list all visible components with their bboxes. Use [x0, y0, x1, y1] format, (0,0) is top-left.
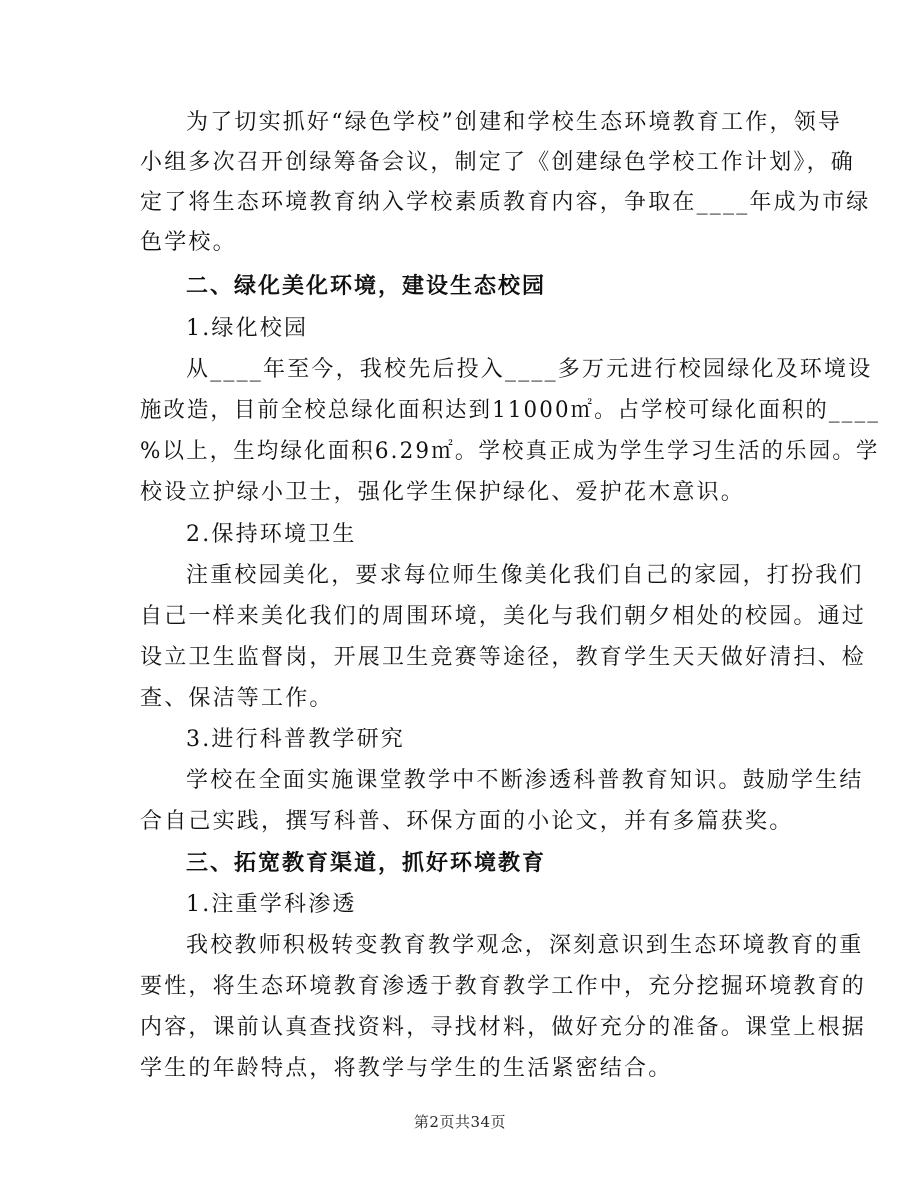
subheading-greening: 1.绿化校园: [186, 316, 309, 341]
paragraph-greening-line-3: %以上，生均绿化面积6.29㎡。学校真正成为学生学习生活的乐园。学: [140, 439, 880, 464]
paragraph-science-line-1: 学校在全面实施课堂教学中不断渗透科普教育知识。鼓励学生结: [186, 768, 864, 793]
paragraph-greening-line-1: 从____年至今，我校先后投入____多万元进行校园绿化及环境设: [186, 357, 873, 382]
subheading-science: 3.进行科普教学研究: [186, 727, 405, 752]
subheading-hygiene: 2.保持环境卫生: [186, 522, 357, 547]
paragraph-intro-line-3: 定了将生态环境教育纳入学校素质教育内容，争取在____年成为市绿: [140, 190, 871, 215]
paragraph-intro-line-2: 小组多次召开创绿筹备会议，制定了《创建绿色学校工作计划》，确: [140, 150, 856, 175]
paragraph-hygiene-line-2: 自己一样来美化我们的周围环境，美化与我们朝夕相处的校园。通过: [140, 604, 867, 629]
subheading-subject: 1.注重学科渗透: [186, 892, 357, 917]
paragraph-hygiene-line-3: 设立卫生监督岗，开展卫生竞赛等途径，教育学生天天做好清扫、检: [140, 645, 867, 670]
paragraph-subject-line-3: 内容，课前认真查找资料，寻找材料，做好充分的准备。课堂上根据: [140, 1015, 867, 1040]
paragraph-subject-line-4: 学生的年龄特点，将教学与学生的生活紧密结合。: [140, 1056, 673, 1081]
section-heading-3: 三、拓宽教育渠道，抓好环境教育: [186, 851, 547, 876]
paragraph-subject-line-1: 我校教师积极转变教育教学观念，深刻意识到生态环境教育的重: [186, 933, 864, 958]
page-number-footer: 第2页共34页: [413, 1113, 507, 1131]
section-heading-2: 二、绿化美化环境，建设生态校园: [186, 274, 547, 299]
paragraph-hygiene-line-4: 查、保洁等工作。: [140, 686, 334, 711]
paragraph-intro-line-1: 为了切实抓好“绿色学校”创建和学校生态环境教育工作，领导: [186, 110, 843, 135]
paragraph-intro-line-4: 色学校。: [140, 230, 237, 255]
paragraph-science-line-2: 合自己实践，撰写科普、环保方面的小论文，并有多篇获奖。: [140, 809, 794, 834]
paragraph-greening-line-4: 校设立护绿小卫士，强化学生保护绿化、爱护花木意识。: [140, 480, 746, 505]
paragraph-subject-line-2: 要性，将生态环境教育渗透于教育教学工作中，充分挖掘环境教育的: [140, 974, 867, 999]
paragraph-hygiene-line-1: 注重校园美化，要求每位师生像美化我们自己的家园，打扮我们: [186, 563, 864, 588]
paragraph-greening-line-2: 施改造，目前全校总绿化面积达到11000㎡。占学校可绿化面积的____: [140, 398, 881, 423]
